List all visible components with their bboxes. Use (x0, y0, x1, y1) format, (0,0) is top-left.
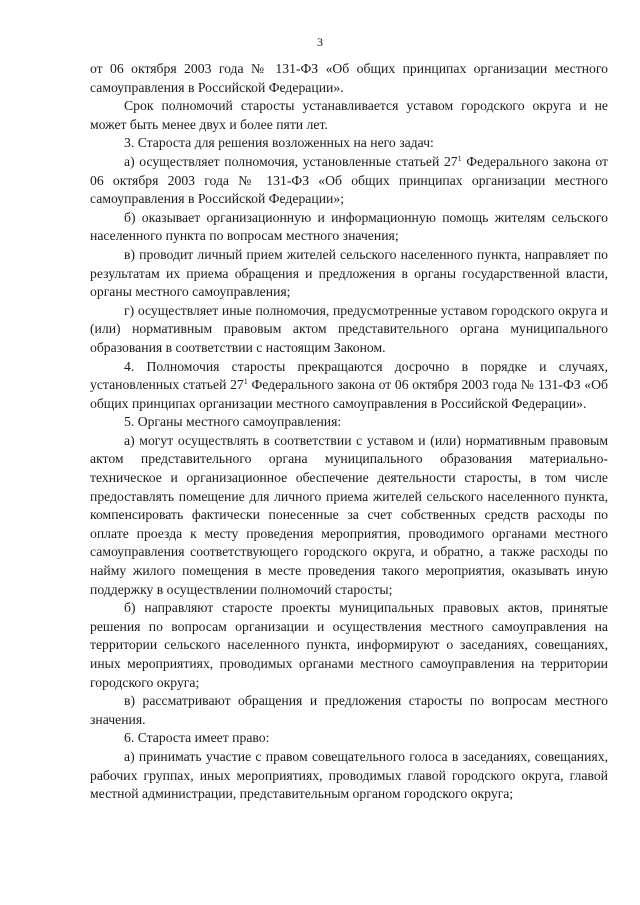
paragraph-text: в) проводит личный прием жителей сельского населенного пункта, направляет по результатам их приема обращения и предложения в органы государственной власти, органы местного самоуправления; (90, 246, 608, 300)
paragraph (90, 729, 608, 748)
paragraph (90, 60, 608, 97)
paragraph-text: Срок полномочий старосты устанавливается уставом городского округа и не может быть менее двух и более пяти лет. (90, 98, 608, 132)
superscript: 1 (457, 153, 462, 163)
paragraph (90, 692, 608, 729)
paragraph (90, 209, 608, 246)
document-body (90, 60, 608, 804)
paragraph-text: б) оказывает организационную и информационную помощь жителям сельского населенного пункта по вопросам местного значения; (90, 209, 608, 244)
paragraph-text: 6. Староста имеет право: (124, 730, 270, 746)
paragraph-text: Федерального закона от 06 октября 2003 года № 131-ФЗ «Об общих принципах организации местного самоуправления в Российской Федерации». (90, 377, 608, 411)
paragraph (90, 599, 608, 692)
page-number: 3 (317, 35, 323, 49)
paragraph-text: а) могут осуществлять в соответствии с уставом и (или) нормативным правовым актом представительного органа муниципального образования материально-техническое и организационное обеспечение деятельности старосты, в том числе предоставлять помещение для личного приема жителей сельского населенного пункта, компенсировать фактически понесенные за счет собственных средств расходы по оплате проезда к месту проведения мероприятия, проводимого органами местного самоуправления соответствующего городского округа, и обратно, а также расходы по найму жилого помещения в месте проведения такого мероприятия, оказывать иную поддержку в осуществлении полномочий старосты; (90, 432, 608, 597)
paragraph-text: 3. Староста для решения возложенных на него задач: (124, 135, 434, 151)
paragraph-text: от 06 октября 2003 года № 131-ФЗ «Об общих принципах организации местного самоуправления в Российской Федерации». (90, 61, 608, 95)
paragraph-text: 4. Полномочия старосты прекращаются досрочно в порядке и случаях, установленных статьей 27 (90, 358, 608, 393)
paragraph-text: а) принимать участие с правом совещательного голоса в заседаниях, совещаниях, рабочих группах, иных мероприятиях, проводимых главой городского округа, главой местной администрации, представительным органом городского округа; (90, 748, 608, 802)
paragraph (90, 413, 608, 432)
paragraph (90, 134, 608, 153)
paragraph (90, 432, 608, 599)
superscript: 1 (243, 377, 248, 387)
paragraph-text: 5. Органы местного самоуправления: (124, 414, 342, 430)
paragraph-text: в) рассматривают обращения и предложения старосты по вопросам местного значения. (90, 693, 608, 727)
paragraph (90, 748, 608, 804)
paragraph (90, 302, 608, 358)
paragraph-text: б) направляют старосте проекты муниципальных правовых актов, принятые решения по вопросам организации и осуществления местного самоуправления на территории сельского населенного пункта, информируют о заседаниях, совещаниях, иных мероприятиях, проводимых органами местного самоуправления на территории городского округа; (90, 600, 608, 690)
paragraph-text: Федерального закона от 06 октября 2003 года № 131-ФЗ «Об общих принципах организации местного самоуправления в Российской Федерации»; (90, 153, 608, 207)
paragraph-text: а) осуществляет полномочия, установленные статьей 27 (124, 153, 458, 169)
paragraph-text: г) осуществляет иные полномочия, предусмотренные уставом городского округа и (или) нормативным правовым актом представительного органа муниципального образования в соответствии с настоящим Законом. (90, 302, 608, 355)
paragraph (90, 153, 608, 209)
paragraph (90, 246, 608, 302)
paragraph (90, 97, 608, 134)
paragraph (90, 358, 608, 414)
